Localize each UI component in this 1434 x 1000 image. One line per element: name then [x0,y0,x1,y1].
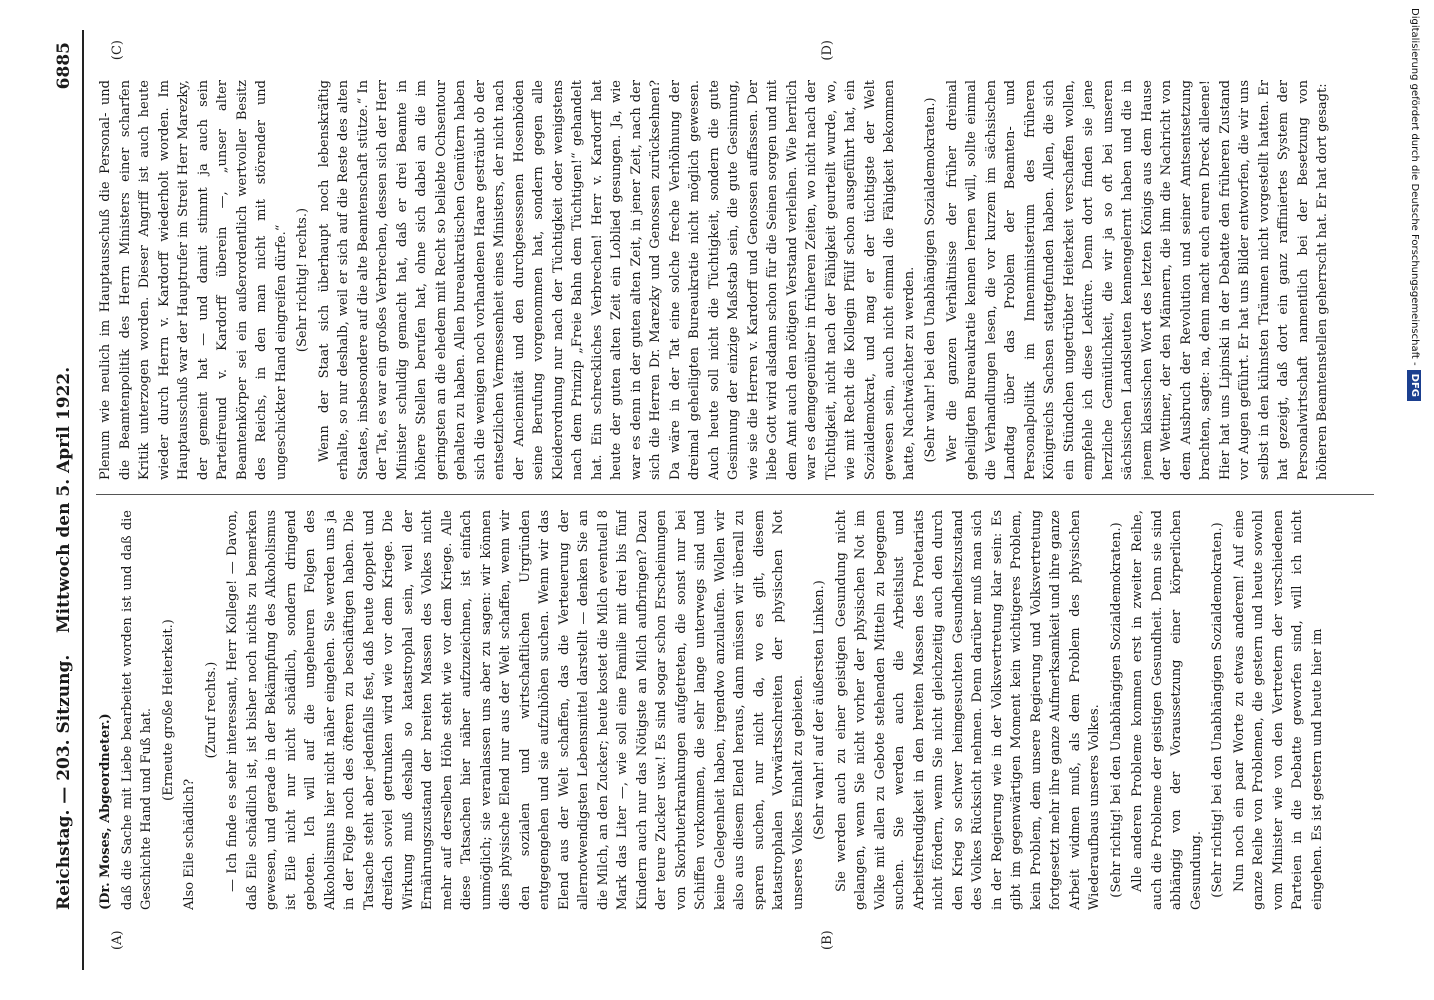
margin-mark-a: (A) [110,930,125,950]
credit-text: Digitalisierung gefördert durch die Deutsche Forschungsgemeinschaft - [1409,8,1420,366]
page-header [50,30,84,970]
right-column [96,80,1374,480]
stage-direction: (Erneute große Heiterkeit.) [160,619,176,801]
header-date: Mittwoch den 5. April 1922. [54,366,74,634]
column-divider [96,494,1374,495]
paragraph: daß die Sache mit Liebe bearbeitet worden ist und daß die Geschichte Hand und Fuß hat. [119,510,154,910]
header-session: Reichstag. — 203. Sitzung. [54,654,74,910]
stage-direction: (Sehr wahr! bei den Unabhängigen Sozialdemokraten.) [923,97,938,463]
dfg-logo: DFG [1407,370,1421,401]
text-columns [96,80,1374,910]
stage-direction: (Sehr richtig! bei den Unabhängigen Sozialdemokraten.) [1108,522,1124,898]
paragraph: Also Eile schädlich? [182,778,197,910]
paragraph: Wer die ganzen Verhältnisse der früher dreimal geheiligten Bureaukratie kennen lernen will, sollte einmal die Verhandlungen lesen, die vor kurzem im sächsischen Landtag über das Problem der Beamten- und Personalpolitik im Innenministerium des früheren Königreichs Sachsen stattgefunden haben. Allen, die sich ein Stündchen ungetrübter Heiterkeit verschaffen wollen, empfehle ich diese Lektüre. Denn dort finden sie jene herzliche Gemütlichkeit, die wir ja so oft bei unseren sächsischen Landsleuten kennengelernt haben und die in jenem klassischen Wort des letzten Königs aus dem Hause der Wettiner, der den Männern, die ihm die Nachricht von dem Ausbruch der Revolution und seiner Amtsentsetzung brachten, sagte: na, denn macht euch euren Dreck alleene! Hier hat uns Lipinski in der Debatte den früheren Zustand vor Augen geführt. Er hat uns Bilder entworfen, die wir uns selbst in den kühnsten Träumen nicht vorgestellt hatten. Er hat gezeigt, daß dort ein ganz raffiniertes System der Personalwirtschaft namentlich bei der Besetzung von höheren Beamtenstellen geherrscht hat. Er hat dort gesagt: [944,80,1330,480]
margin-mark-d: (D) [820,40,835,61]
page-number: 6885 [54,42,74,90]
digitization-credit [1400,8,1428,992]
margin-mark-b: (B) [820,930,835,950]
stage-direction: (Sehr richtig! rechts.) [295,207,310,353]
speaker-line: (Dr. Moses, Abgeordneter.) [98,713,113,910]
paragraph: Nun noch ein paar Worte zu etwas anderem! Auf eine ganze Reihe von Problemen, die gestern und heute sowohl vom Minister wie von den Vertretern der verschiedenen Parteien in die Debatte geworfen sind, will ich nicht eingehen. Es ist gestern und heute hier im [1231,510,1325,910]
paragraph: Plenum wie neulich im Hauptausschuß die Personal- und die Beamtenpolitik des Herrn Ministers einer scharfen Kritik unterzogen worden. Dieser Angriff ist auch heute wieder durch Herrn v. Kardorff wiederholt worden. Im Hauptausschuß war der Hauptrufer im Streit Herr Marezky, der gemeint hat — und damit stimmt ja auch sein Parteifreund v. Kardorff überein —, „unser alter Beamtenkörper sei ein außerordentlich wertvoller Besitz des Reichs, in den man nicht mit störender und ungeschickter Hand eingreifen dürfe.“ [98,80,289,480]
paragraph: Wenn der Staat sich überhaupt noch lebenskräftig erhalte, so nur deshalb, weil er sich auf die Reste des alten Staates, insbesondere auf die alte Beamtenschaft stütze.“ In der Tat, es war ein großes Verbrechen, dessen sich der Herr Minister schuldig gemacht hat, daß er drei Beamte in höhere Stellen berufen hat, ohne sich dabei an die im geringsten an die ehedem mit Recht so beliebte Ochsentour gehalten zu haben. Allen bureaukratischen Gemütern haben sich die wenigen noch vorhandenen Haare gesträubt ob der entsetzlichen Vermessenheit eines Ministers, der nicht nach der Anciennität und den durchgesessenen Hosenböden seine Berufung vorgenommen hat, sondern gegen alle Kleiderordnung nur nach der Tüchtigkeit oder wenigstens nach dem Prinzip „Freie Bahn dem Tüchtigen!“ gehandelt hat. Ein schreckliches Verbrechen! Herr v. Kardorff hat heute der guten alten Zeit ein Loblied gesungen. Ja, wie war es denn in der guten alten Zeit, in jener Zeit, nach der sich die Herren Dr. Marezky und Genossen zurücksehnen? Da wäre in der Tat eine solche freche Verhöhnung der dreimal geheiligten Bureaukratie nicht möglich gewesen. Auch heute soll nicht die Tüchtigkeit, sondern die gute Gesinnung der einzige Maßstab sein, die gute Gesinnung, wie sie die Herren v. Kardorff und Genossen auffassen. Der liebe Gott wird alsdann schon für die Seinen sorgen und mit dem Amt auch den nötigen Verstand verleihen. Wie herrlich war es demgegenüber in früheren Zeiten, wo nicht nach der Tüchtigkeit, nicht nach der Fähigkeit geurteilt wurde, wo, wie mit Recht die Kollegin Pfülf schon ausgeführt hat, ein Sozialdemokrat, und mag er der tüchtigste der Welt gewesen sein, auch nicht einmal die Fähigkeit bekommen hatte, Nachtwächter zu werden. [316,80,917,480]
margin-mark-c: (C) [110,40,125,61]
stage-direction: (Zuruf rechts.) [203,661,219,759]
paragraph: — Ich finde es sehr interessant, Herr Kollege! — Davon, daß Eile schädlich ist, ist bisher noch nichts zu bemerken gewesen, und gerade in der Bekämpfung des Alkoholismus ist Eile nicht nur nicht schädlich, sondern dringend geboten. Ich will auf die ungeheuren Folgen des Alkoholismus hier nicht näher eingehen. Sie werden uns ja in der Folge noch des öfteren zu beschäftigen haben. Die Tatsache steht aber jedenfalls fest, daß heute doppelt und dreifach soviel getrunken wird wie vor dem Kriege. Die Wirkung muß deshalb so katastrophal sein, weil der Ernährungszustand der breiten Massen des Volkes nicht mehr auf derselben Höhe steht wie vor dem Kriege. Alle diese Tatsachen hier näher aufzuzeichnen, ist einfach unmöglich; sie veranlassen uns aber zu sagen: wir können dies physische Elend nur aus der Welt schaffen, wenn wir den sozialen und wirtschaftlichen Urgründen entgegengehen und sie aufzuhöhen suchen. Wenn wir das Elend aus der Welt schaffen, das die Verteuerung der allernotwendigsten Lebensmittel darstellt — denken Sie an die Milch, an den Zucker; heute kostet die Milch eventuell 8 Mark das Liter —, wie soll eine Familie mit drei bis fünf Kindern auch nur das Nötigste an Milch aufbringen? Dazu der teure Zucker usw.! Es sind sogar schon Erscheinungen von Skorbuterkrankungen aufgetreten, die sonst nur bei Schiffen vorkommen, die sehr lange unterwegs sind und keine Gelegenheit haben, irgendwo anzulaufen. Wollen wir also aus diesem Elend heraus, dann müssen wir überall zu sparen suchen, nur nicht da, wo es gilt, diesem katastrophalen Vorwärtsschreiten der physischen Not unseres Volkes Einhalt zu gebieten. [225,510,806,910]
paragraph: Sie werden auch zu einer geistigen Gesundung nicht gelangen, wenn Sie nicht vorher der physischen Not im Volke mit allen zu Gebote stehenden Mitteln zu begegnen suchen. Sie werden auch die Arbeitslust und Arbeitsfreudigkeit in den breiten Massen des Proletariats nicht fördern, wenn Sie nicht gleichzeitig auch den durch den Krieg so schwer heimgesuchten Gesundheitszustand des Volkes Rücksicht nehmen. Denn darüber muß man sich in der Regierung wie in der Volksvertretung klar sein: Es gibt im gegenwärtigen Moment kein wichtigeres Problem, kein Problem, dem unsere Regierung und Volksvertretung fortgesetzt mehr ihre ganze Aufmerksamkeit und ihre ganze Arbeit widmen muß, als dem Problem des physischen Wiederaufbaus unseres Volkes. [833,510,1102,910]
stage-direction: (Sehr wahr! auf der äußersten Linken.) [812,580,827,840]
paragraph: Alle anderen Probleme kommen erst in zweiter Reihe, auch die Probleme der geistigen Gesundheit. Denn sie sind abhängig von der Voraussetzung einer körperlichen Gesundung. [1130,510,1204,910]
stage-direction: (Sehr richtig! bei den Unabhängigen Sozialdemokraten.) [1210,522,1225,898]
left-column [96,510,1374,910]
